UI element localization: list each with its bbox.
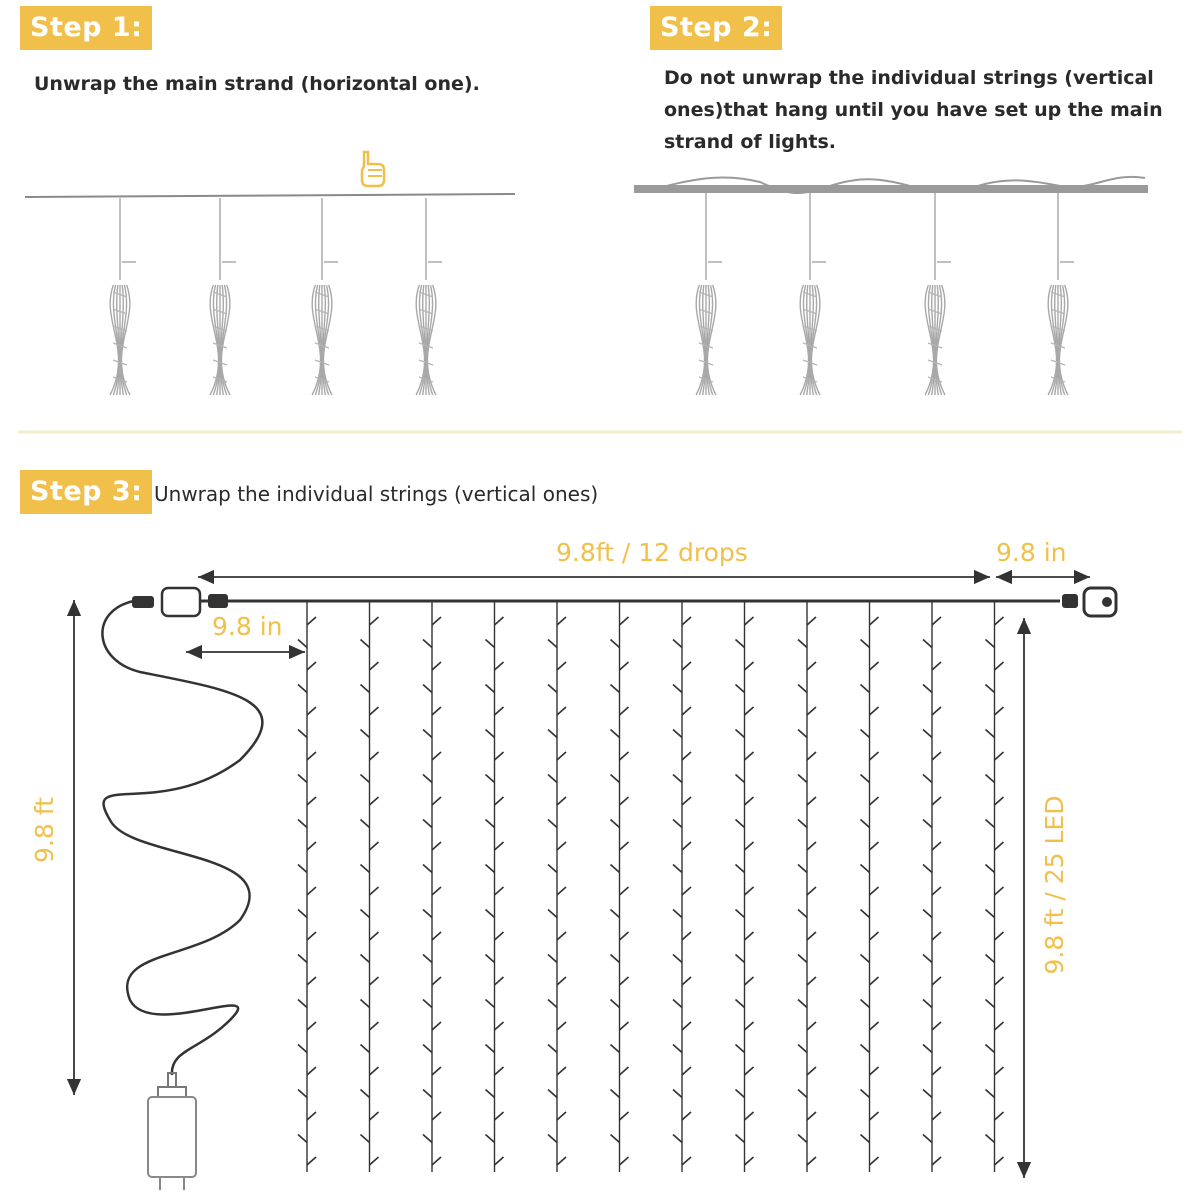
step1-text: Unwrap the main strand (horizontal one). (34, 73, 480, 95)
drop-strand-3 (423, 601, 441, 1172)
drop-strand-10 (861, 601, 879, 1172)
drop-strand-6 (611, 601, 629, 1172)
lead-gap-label: 9.8 in (212, 612, 283, 641)
drop-strand-12 (986, 601, 1004, 1172)
step1-badge: Step 1: (20, 6, 152, 50)
end-gap-label: 9.8 in (996, 538, 1067, 567)
height-right-label: 9.8 ft / 25 LED (1040, 795, 1069, 975)
drop-strand-1 (298, 601, 316, 1172)
step3-curtain (74, 577, 1116, 1190)
drop-strand-4 (486, 601, 504, 1172)
step1-bundle-2 (210, 198, 236, 395)
drop-strand-11 (923, 601, 941, 1172)
height-left-label: 9.8 ft (30, 797, 59, 863)
step2-bundle-3 (925, 193, 951, 395)
step2-bundle-1 (696, 193, 722, 395)
lead-cable (102, 601, 262, 1075)
step2-bundle-4 (1048, 193, 1074, 395)
step3-text: Unwrap the individual strings (vertical ones) (154, 482, 599, 506)
step2-illustration (634, 177, 1148, 395)
drop-strand-8 (736, 601, 754, 1172)
step2-text: Do not unwrap the individual strings (vertical ones)that hang until you have set up the main strand of lights. (664, 67, 1163, 153)
step1-bundle-1 (110, 198, 136, 395)
connector-icon (132, 588, 228, 616)
power-adapter-icon (148, 1073, 196, 1190)
step1-illustration (25, 152, 515, 395)
drop-strand-9 (798, 601, 816, 1172)
step1-bundle-3 (312, 198, 338, 395)
drop-strand-5 (548, 601, 566, 1172)
step2-bundle-2 (800, 193, 826, 395)
drop-strand-7 (673, 601, 691, 1172)
drop-strand-2 (361, 601, 379, 1172)
end-cap-icon (1062, 588, 1116, 616)
step2-badge: Step 2: (650, 6, 782, 50)
top-width-label: 9.8ft / 12 drops (556, 538, 748, 567)
step3-badge: Step 3: (20, 470, 152, 514)
step1-bundle-4 (416, 198, 442, 395)
main-strand (25, 194, 515, 197)
hand-pointer-icon (362, 152, 384, 186)
